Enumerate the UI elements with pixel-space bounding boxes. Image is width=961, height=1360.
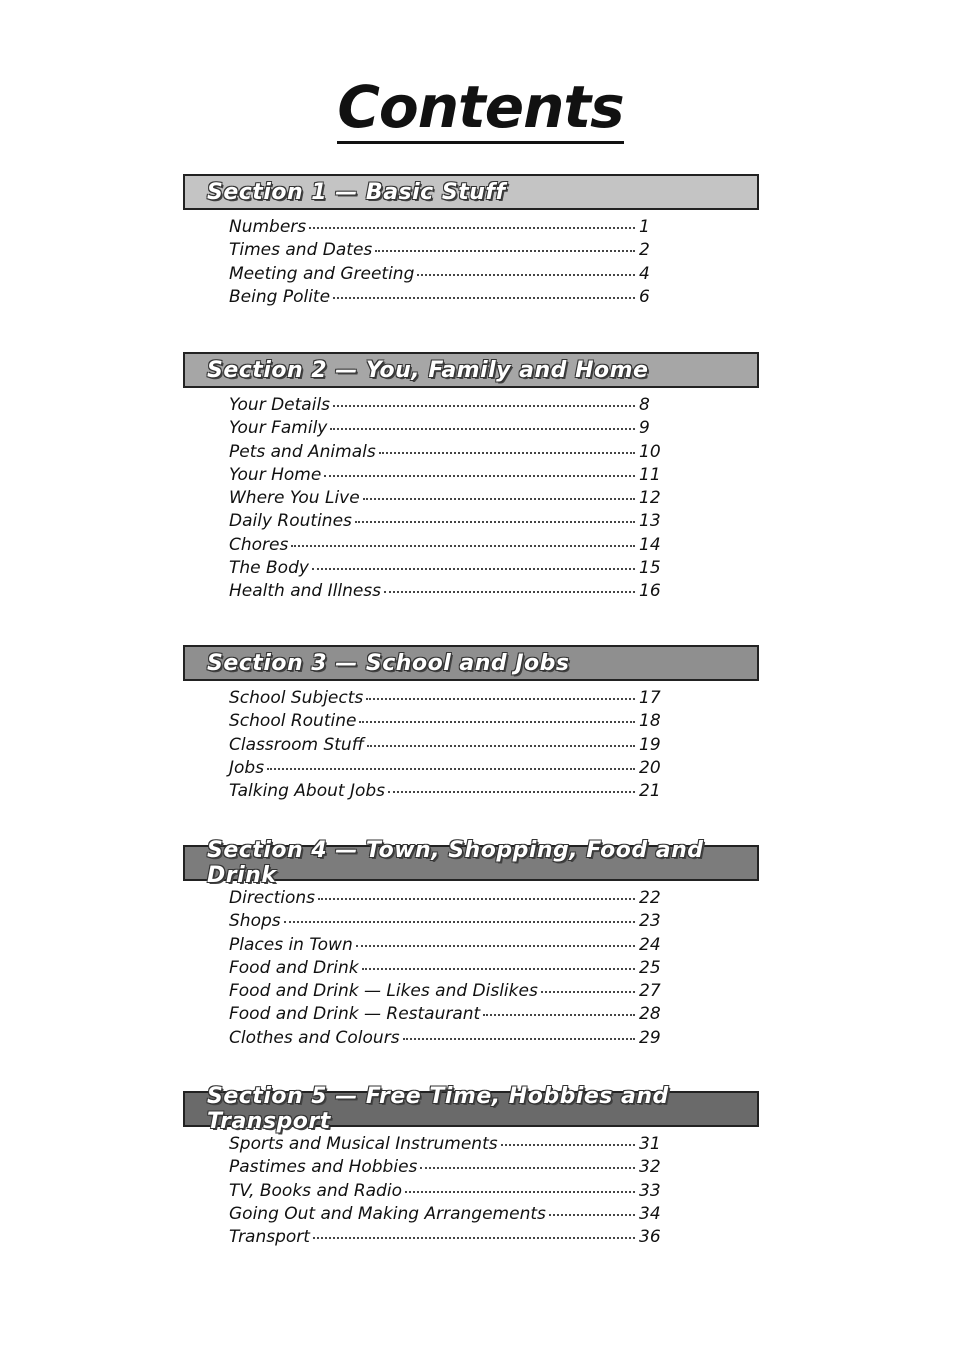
entry-page-number: 10 bbox=[639, 441, 661, 462]
entry-page-number: 23 bbox=[639, 911, 661, 932]
entry-title: School Subjects bbox=[229, 688, 364, 708]
dot-leader bbox=[417, 273, 635, 276]
toc-entry[interactable] bbox=[229, 934, 667, 957]
entry-title: Food and Drink — Restaurant bbox=[229, 1004, 481, 1025]
toc-entry[interactable] bbox=[229, 910, 667, 933]
toc-entry[interactable] bbox=[229, 1003, 667, 1026]
section-4-entries bbox=[183, 881, 759, 1050]
entry-page-number: 8 bbox=[639, 395, 650, 415]
dot-leader bbox=[356, 944, 635, 947]
toc-entry[interactable] bbox=[229, 441, 667, 464]
entry-page-number: 33 bbox=[639, 1180, 661, 1201]
dot-leader bbox=[267, 767, 635, 770]
dot-leader bbox=[284, 920, 635, 923]
toc-entry[interactable] bbox=[229, 957, 667, 980]
toc-entry[interactable] bbox=[229, 1203, 667, 1226]
entry-page-number: 24 bbox=[639, 934, 661, 955]
section-1-entries bbox=[183, 210, 759, 309]
toc-entry[interactable] bbox=[229, 687, 667, 710]
dot-leader bbox=[541, 990, 635, 993]
entry-title: Pastimes and Hobbies bbox=[229, 1157, 418, 1178]
toc-entry[interactable] bbox=[229, 534, 667, 557]
entry-title: Being Polite bbox=[229, 286, 331, 307]
entry-page-number: 6 bbox=[639, 286, 650, 307]
toc-entry[interactable] bbox=[229, 757, 667, 780]
dot-leader bbox=[318, 897, 635, 900]
page-title bbox=[0, 72, 961, 142]
entry-page-number: 19 bbox=[639, 734, 661, 755]
dot-leader bbox=[388, 790, 635, 793]
toc-entry[interactable] bbox=[229, 417, 667, 440]
dot-leader bbox=[363, 497, 635, 500]
entry-page-number: 12 bbox=[639, 488, 661, 509]
dot-leader bbox=[501, 1143, 635, 1146]
entry-title: Numbers bbox=[229, 217, 307, 237]
toc-entry[interactable] bbox=[229, 1226, 667, 1249]
entry-title: Transport bbox=[229, 1227, 310, 1248]
entry-title: Pets and Animals bbox=[229, 441, 376, 462]
entry-page-number: 17 bbox=[639, 688, 661, 708]
section-4 bbox=[183, 838, 759, 1050]
entry-page-number: 22 bbox=[639, 888, 661, 908]
entry-page-number: 18 bbox=[639, 711, 661, 732]
toc-entry[interactable] bbox=[229, 1027, 667, 1050]
dot-leader bbox=[375, 249, 635, 252]
dot-leader bbox=[366, 697, 635, 700]
dot-leader bbox=[313, 1236, 635, 1239]
toc-entry[interactable] bbox=[229, 1156, 667, 1179]
section-5 bbox=[183, 1084, 759, 1249]
entry-page-number: 11 bbox=[639, 464, 661, 485]
entry-title: Food and Drink — Likes and Dislikes bbox=[229, 981, 538, 1002]
toc-entry[interactable] bbox=[229, 487, 667, 510]
entry-title: Daily Routines bbox=[229, 511, 352, 532]
dot-leader bbox=[333, 404, 635, 407]
entry-page-number: 13 bbox=[639, 511, 661, 532]
dot-leader bbox=[549, 1213, 635, 1216]
dot-leader bbox=[403, 1037, 635, 1040]
entry-title: Talking About Jobs bbox=[229, 781, 386, 802]
section-3 bbox=[183, 645, 759, 803]
toc-entry[interactable] bbox=[229, 887, 667, 910]
toc-entry[interactable] bbox=[229, 464, 667, 487]
toc-entry[interactable] bbox=[229, 734, 667, 757]
section-1-header: Section 1 — Basic Stuff bbox=[183, 174, 759, 210]
dot-leader bbox=[405, 1190, 635, 1193]
entry-title: School Routine bbox=[229, 711, 357, 732]
entry-page-number: 28 bbox=[639, 1004, 661, 1025]
dot-leader bbox=[291, 544, 635, 547]
dot-leader bbox=[309, 226, 635, 229]
entry-page-number: 25 bbox=[639, 957, 661, 978]
section-1 bbox=[183, 174, 759, 309]
entry-page-number: 21 bbox=[639, 781, 661, 802]
entry-page-number: 34 bbox=[639, 1203, 661, 1224]
entry-page-number: 14 bbox=[639, 534, 661, 555]
entry-page-number: 27 bbox=[639, 981, 661, 1002]
dot-leader bbox=[333, 296, 635, 299]
section-3-header: Section 3 — School and Jobs bbox=[183, 645, 759, 681]
dot-leader bbox=[483, 1013, 635, 1016]
section-2-entries bbox=[183, 388, 759, 604]
entry-title: The Body bbox=[229, 558, 309, 579]
entry-title: Your Details bbox=[229, 395, 331, 415]
toc-entry[interactable] bbox=[229, 980, 667, 1003]
toc-entry[interactable] bbox=[229, 216, 667, 239]
entry-title: Your Family bbox=[229, 418, 328, 439]
entry-title: Health and Illness bbox=[229, 581, 382, 602]
toc-entry[interactable] bbox=[229, 1180, 667, 1203]
entry-title: Jobs bbox=[229, 757, 265, 778]
page-title-text: Contents bbox=[337, 73, 623, 144]
toc-entry[interactable] bbox=[229, 780, 667, 803]
entry-page-number: 20 bbox=[639, 757, 661, 778]
section-2-header: Section 2 — You, Family and Home bbox=[183, 352, 759, 388]
toc-entry[interactable] bbox=[229, 394, 667, 417]
dot-leader bbox=[324, 474, 635, 477]
entry-page-number: 29 bbox=[639, 1027, 661, 1048]
toc-entry[interactable] bbox=[229, 239, 667, 262]
dot-leader bbox=[384, 590, 635, 593]
entry-page-number: 1 bbox=[639, 217, 650, 237]
dot-leader bbox=[312, 567, 635, 570]
entry-page-number: 4 bbox=[639, 263, 650, 284]
toc-entry[interactable] bbox=[229, 286, 667, 309]
toc-entry[interactable] bbox=[229, 580, 667, 603]
toc-entry[interactable] bbox=[229, 510, 667, 533]
entry-page-number: 31 bbox=[639, 1134, 661, 1154]
toc-entry[interactable] bbox=[229, 263, 667, 286]
entry-page-number: 2 bbox=[639, 240, 650, 261]
dot-leader bbox=[367, 744, 635, 747]
entry-title: Food and Drink bbox=[229, 957, 359, 978]
entry-page-number: 36 bbox=[639, 1227, 661, 1248]
entry-title: Shops bbox=[229, 911, 281, 932]
entry-page-number: 16 bbox=[639, 581, 661, 602]
entry-title: Places in Town bbox=[229, 934, 353, 955]
section-4-header: Section 4 — Town, Shopping, Food and Drink bbox=[183, 845, 759, 881]
toc-entry[interactable] bbox=[229, 557, 667, 580]
dot-leader bbox=[330, 427, 635, 430]
entry-page-number: 15 bbox=[639, 558, 661, 579]
entry-title: Your Home bbox=[229, 464, 322, 485]
section-2 bbox=[183, 352, 759, 604]
entry-page-number: 9 bbox=[639, 418, 650, 439]
entry-title: Going Out and Making Arrangements bbox=[229, 1203, 546, 1224]
entry-title: TV, Books and Radio bbox=[229, 1180, 402, 1201]
entry-page-number: 32 bbox=[639, 1157, 661, 1178]
entry-title: Where You Live bbox=[229, 488, 360, 509]
dot-leader bbox=[355, 520, 635, 523]
section-3-entries bbox=[183, 681, 759, 803]
entry-title: Sports and Musical Instruments bbox=[229, 1134, 498, 1154]
entry-title: Meeting and Greeting bbox=[229, 263, 415, 284]
toc-entry[interactable] bbox=[229, 1133, 667, 1156]
dot-leader bbox=[359, 720, 635, 723]
entry-title: Clothes and Colours bbox=[229, 1027, 400, 1048]
dot-leader bbox=[379, 451, 635, 454]
toc-entry[interactable] bbox=[229, 710, 667, 733]
entry-title: Chores bbox=[229, 534, 289, 555]
dot-leader bbox=[420, 1166, 635, 1169]
section-5-header: Section 5 — Free Time, Hobbies and Transport bbox=[183, 1091, 759, 1127]
dot-leader bbox=[362, 967, 635, 970]
entry-title: Classroom Stuff bbox=[229, 734, 364, 755]
entry-title: Times and Dates bbox=[229, 240, 373, 261]
entry-title: Directions bbox=[229, 888, 316, 908]
section-5-entries bbox=[183, 1127, 759, 1249]
